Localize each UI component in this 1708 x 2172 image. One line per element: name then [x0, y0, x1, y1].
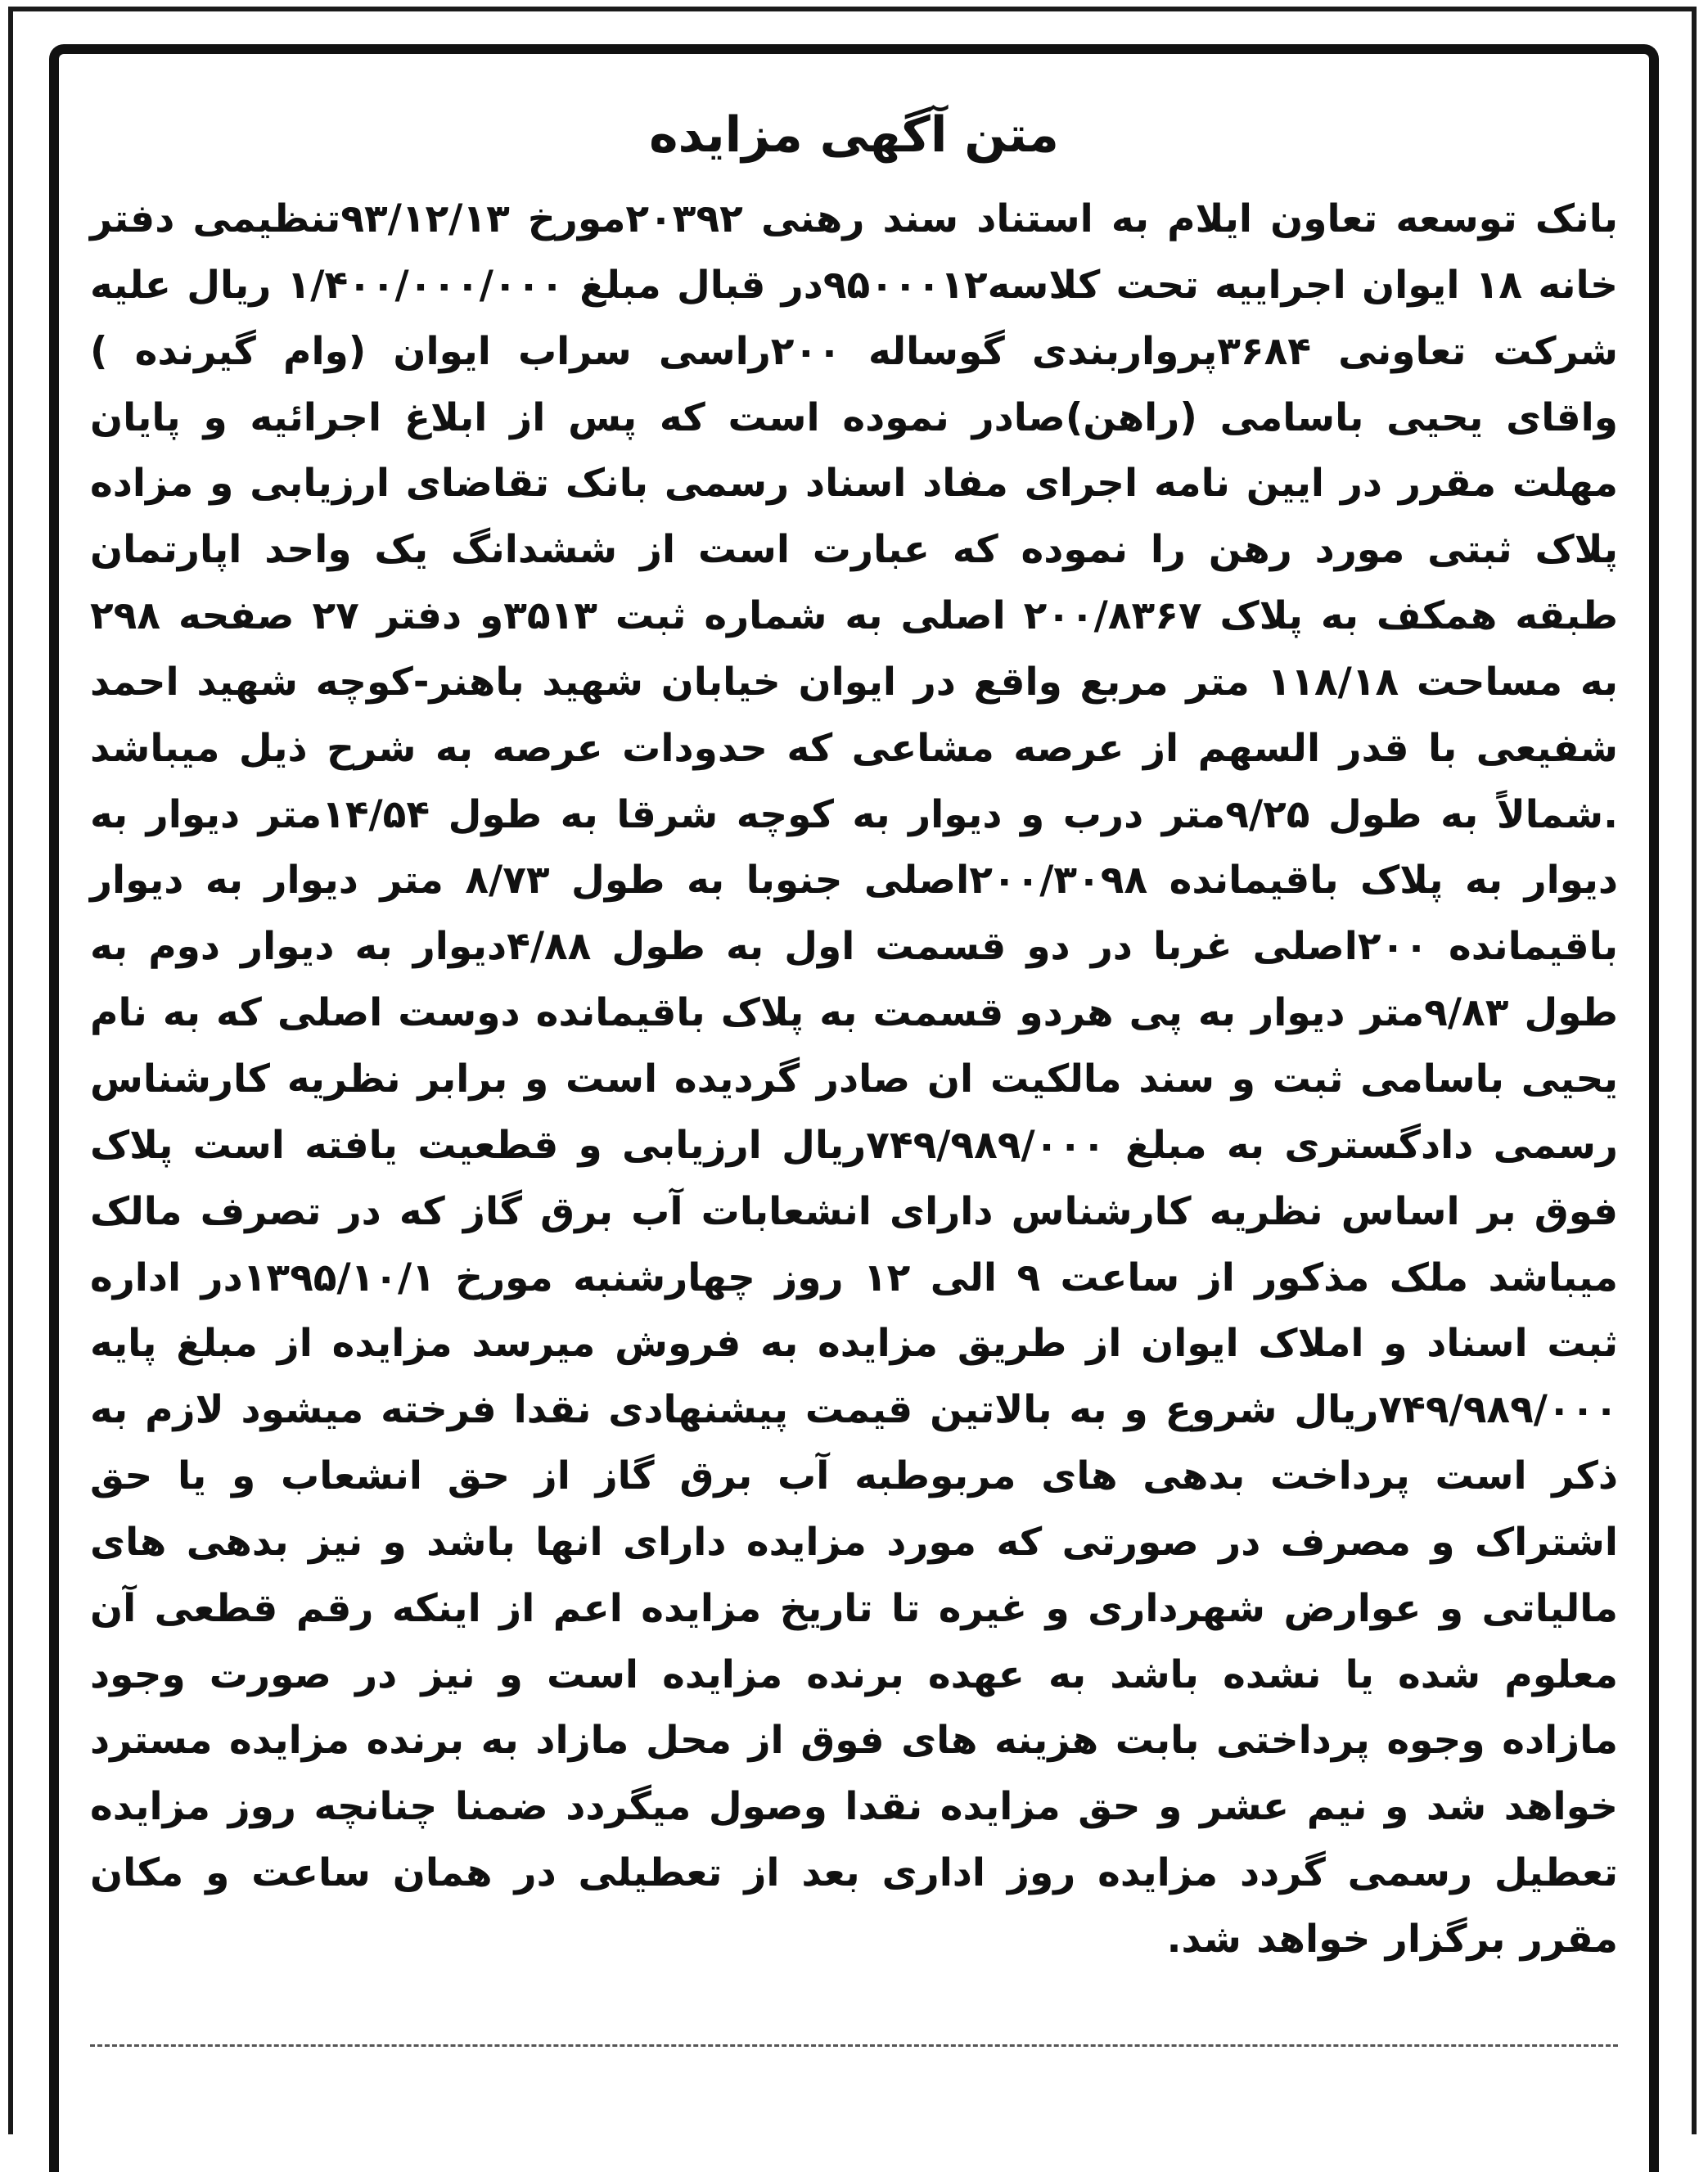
bottom-divider — [90, 2044, 1618, 2047]
notice-body: بانک توسعه تعاون ایلام به استناد سند رهنی ۲۰۳۹۲مورخ ۹۳/۱۲/۱۳تنظیمی دفتر خانه ۱۸ ایوان اجراییه تحت کلاسه۹۵۰۰۰۱۲در قبال مبلغ ۱/۴۰۰/۰۰۰/۰۰۰ ریال علیه شرکت تعاونی ۳۶۸۴پرواربندی گوساله ۲۰۰راسی سراب ایوان (وام گیرنده ) واقای یحیی باسامی (راهن)صادر نموده است که پس از ابلاغ اجرائیه و پایان مهلت مقرر در ایین نامه اجرای مفاد اسناد رسمی بانک تقاضای ارزیابی و مزاده پلاک ثبتی مورد رهن را نموده که عبارت است از ششدانگ یک واحد اپارتمان طبقه همکف به پلاک ۲۰۰/۸۳۶۷ اصلی به شماره ثبت ۳۵۱۳و دفتر ۲۷ صفحه ۲۹۸ به مساحت ۱۱۸/۱۸ متر مربع واقع در ایوان خیابان شهید باهنر-کوچه شهید احمد شفیعی با قدر السهم از عرصه مشاعی که حدودات عرصه به شرح ذیل میباشد .شمالاً به طول ۹/۲۵متر درب و دیوار به کوچه شرقا به طول ۱۴/۵۴متر دیوار به دیوار به پلاک باقیمانده ۲۰۰/۳۰۹۸اصلی جنوبا به طول ۸/۷۳ متر دیوار به دیوار باقیمانده ۲۰۰اصلی غربا در دو قسمت اول به طول ۴/۸۸دیوار به دیوار دوم به طول ۹/۸۳متر دیوار به پی هردو قسمت به پلاک باقیمانده دوست اصلی که به نام یحیی باسامی ثبت و سند مالکیت ان صادر گردیده است و برابر نظریه کارشناس رسمی دادگستری به مبلغ ۷۴۹/۹۸۹/۰۰۰ریال ارزیابی و قطعیت یافته است پلاک فوق بر اساس نظریه کارشناس دارای انشعابات آب برق گاز که در تصرف مالک میباشد ملک مذکور از ساعت ۹ الی ۱۲ روز چهارشنبه مورخ ۱۳۹۵/۱۰/۱در اداره ثبت اسناد و املاک ایوان از طریق مزایده به فروش میرسد مزایده از مبلغ پایه ۷۴۹/۹۸۹/۰۰۰ریال شروع و به بالاتین قیمت پیشنهادی نقدا فرخته میشود لازم به ذکر است پرداخت بدهی های مربوطبه آب برق گاز از حق انشعاب و یا حق اشتراک و مصرف در صورتی که مورد مزایده دارای انها باشد و نیز بدهی های مالیاتی و عوارض شهرداری و غیره تا تاریخ مزایده اعم از اینکه رقم قطعی آن معلوم شده یا نشده باشد به عهده برنده مزایده است و نیز در صورت وجود مازاده وجوه پرداختی بابت هزینه های فوق از محل مازاد به برنده مزایده مسترد خواهد شد و نیم عشر و حق مزایده نقدا وصول میگردد ضمنا چنانچه روز مزایده تعطیل رسمی گردد مزایده روز اداری بعد از تعطیلی در همان ساعت و مکان مقرر برگزار خواهد شد. — [90, 196, 1619, 1962]
notice-title: متن آگهی مزایده — [649, 106, 1059, 164]
